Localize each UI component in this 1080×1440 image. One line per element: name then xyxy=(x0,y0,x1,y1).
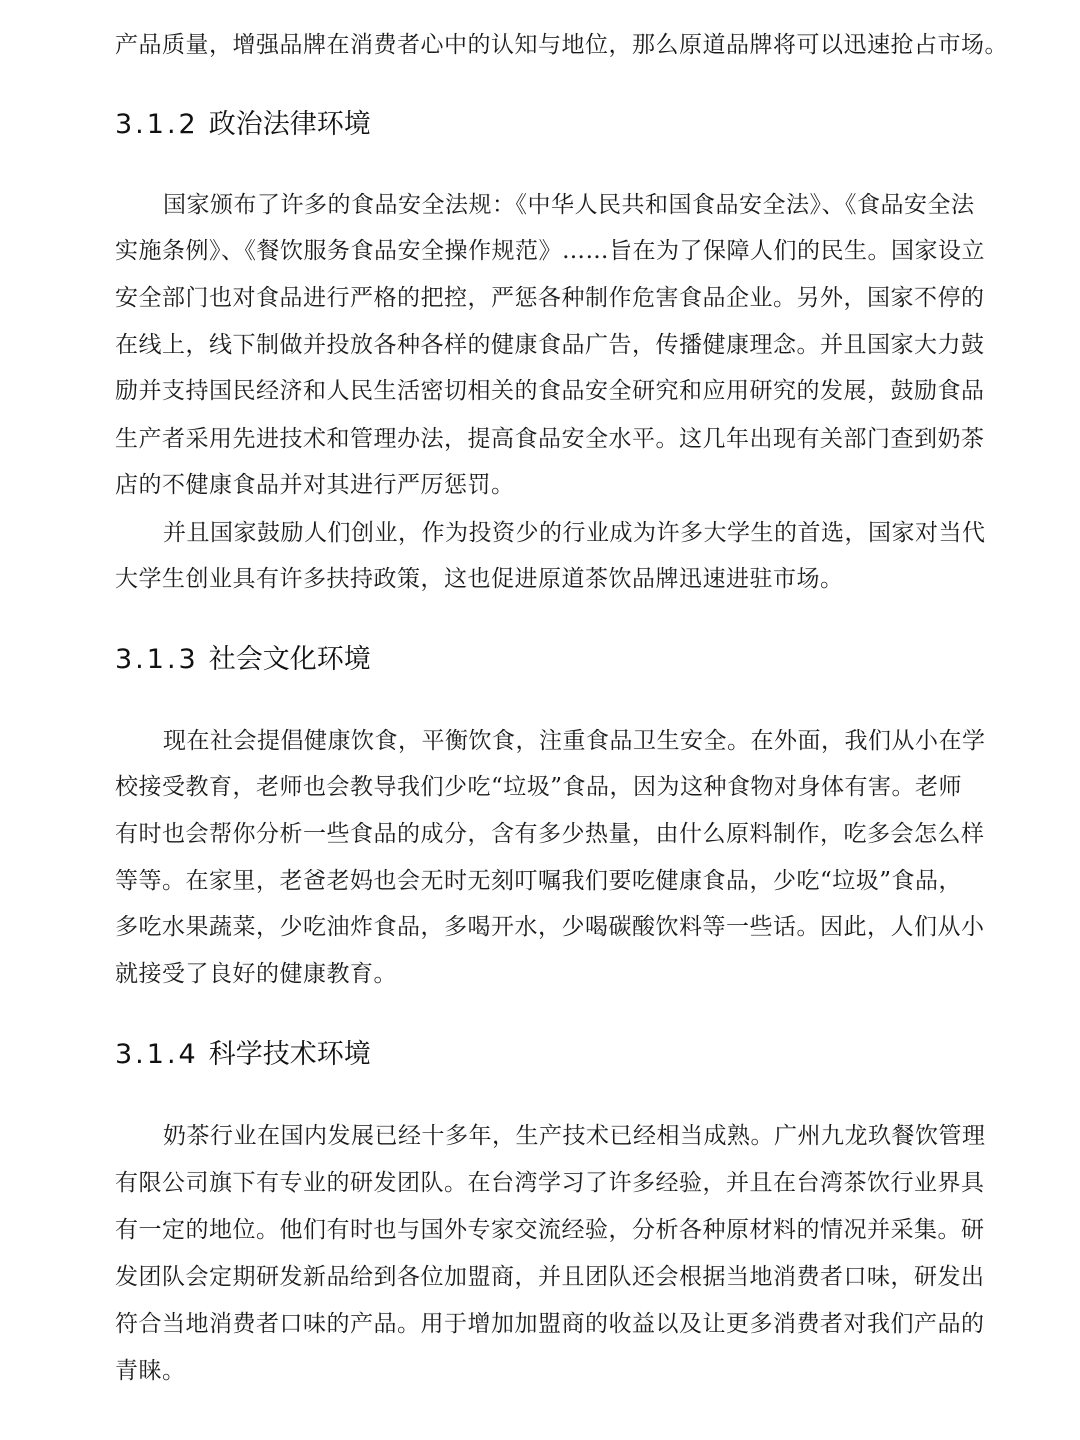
section-title: 科学技术环境 xyxy=(208,1039,371,1070)
paragraph-line: 实施条例》、《餐饮服务食品安全操作规范》……旨在为了保障人们的民生。国家设立 xyxy=(115,238,985,264)
paragraph-line: 安全部门也对食品进行严格的把控，严惩各种制作危害食品企业。另外，国家不停的 xyxy=(115,285,985,311)
paragraph-line: 奶茶行业在国内发展已经十多年，生产技术已经相当成熟。广州九龙玖餐饮管理 xyxy=(163,1123,986,1149)
paragraph-line: 有限公司旗下有专业的研发团队。在台湾学习了许多经验，并且在台湾茶饮行业界具 xyxy=(115,1170,985,1196)
paragraph-line: 就接受了良好的健康教育。 xyxy=(115,961,397,987)
section-number: 3.1.4 xyxy=(115,1039,199,1070)
section-heading xyxy=(115,108,371,142)
paragraph-line: 在线上，线下制做并投放各种各样的健康食品广告，传播健康理念。并且国家大力鼓 xyxy=(115,332,985,358)
paragraph-line: 现在社会提倡健康饮食，平衡饮食，注重食品卫生安全。在外面，我们从小在学 xyxy=(163,728,986,754)
paragraph-line: 符合当地消费者口味的产品。用于增加加盟商的收益以及让更多消费者对我们产品的 xyxy=(115,1311,985,1337)
paragraph-line: 校接受教育，老师也会教导我们少吃“垃圾”食品，因为这种食物对身体有害。老师 xyxy=(115,774,963,800)
paragraph-line: 国家颁布了许多的食品安全法规：《中华人民共和国食品安全法》、《食品安全法 xyxy=(163,192,975,218)
paragraph-line: 有时也会帮你分析一些食品的成分，含有多少热量，由什么原料制作，吃多会怎么样 xyxy=(115,821,985,847)
paragraph-line: 励并支持国民经济和人民生活密切相关的食品安全研究和应用研究的发展，鼓励食品 xyxy=(115,378,985,404)
section-heading xyxy=(115,643,371,677)
paragraph-line: 并且国家鼓励人们创业，作为投资少的行业成为许多大学生的首选，国家对当代 xyxy=(163,520,986,546)
paragraph-line: 生产者采用先进技术和管理办法，提高食品安全水平。这几年出现有关部门查到奶茶 xyxy=(115,426,985,452)
section-heading xyxy=(115,1038,371,1072)
paragraph-line: 发团队会定期研发新品给到各位加盟商，并且团队还会根据当地消费者口味，研发出 xyxy=(115,1264,985,1290)
paragraph-line: 店的不健康食品并对其进行严厉惩罚。 xyxy=(115,472,515,498)
section-number: 3.1.2 xyxy=(115,109,199,140)
paragraph-line: 产品质量，增强品牌在消费者心中的认知与地位，那么原道品牌将可以迅速抢占市场。 xyxy=(115,32,1008,58)
section-title: 政治法律环境 xyxy=(208,109,371,140)
paragraph-line: 青睐。 xyxy=(115,1358,186,1384)
section-number: 3.1.3 xyxy=(115,644,199,675)
paragraph-line: 等等。在家里，老爸老妈也会无时无刻叮嘱我们要吃健康食品，少吃“垃圾”食品， xyxy=(115,868,963,894)
paragraph-line: 多吃水果蔬菜，少吃油炸食品，多喝开水，少喝碳酸饮料等一些话。因此，人们从小 xyxy=(115,914,985,940)
paragraph-line: 有一定的地位。他们有时也与国外专家交流经验，分析各种原材料的情况并采集。研 xyxy=(115,1217,985,1243)
section-title: 社会文化环境 xyxy=(208,644,371,675)
paragraph-line: 大学生创业具有许多扶持政策，这也促进原道茶饮品牌迅速进驻市场。 xyxy=(115,566,844,592)
